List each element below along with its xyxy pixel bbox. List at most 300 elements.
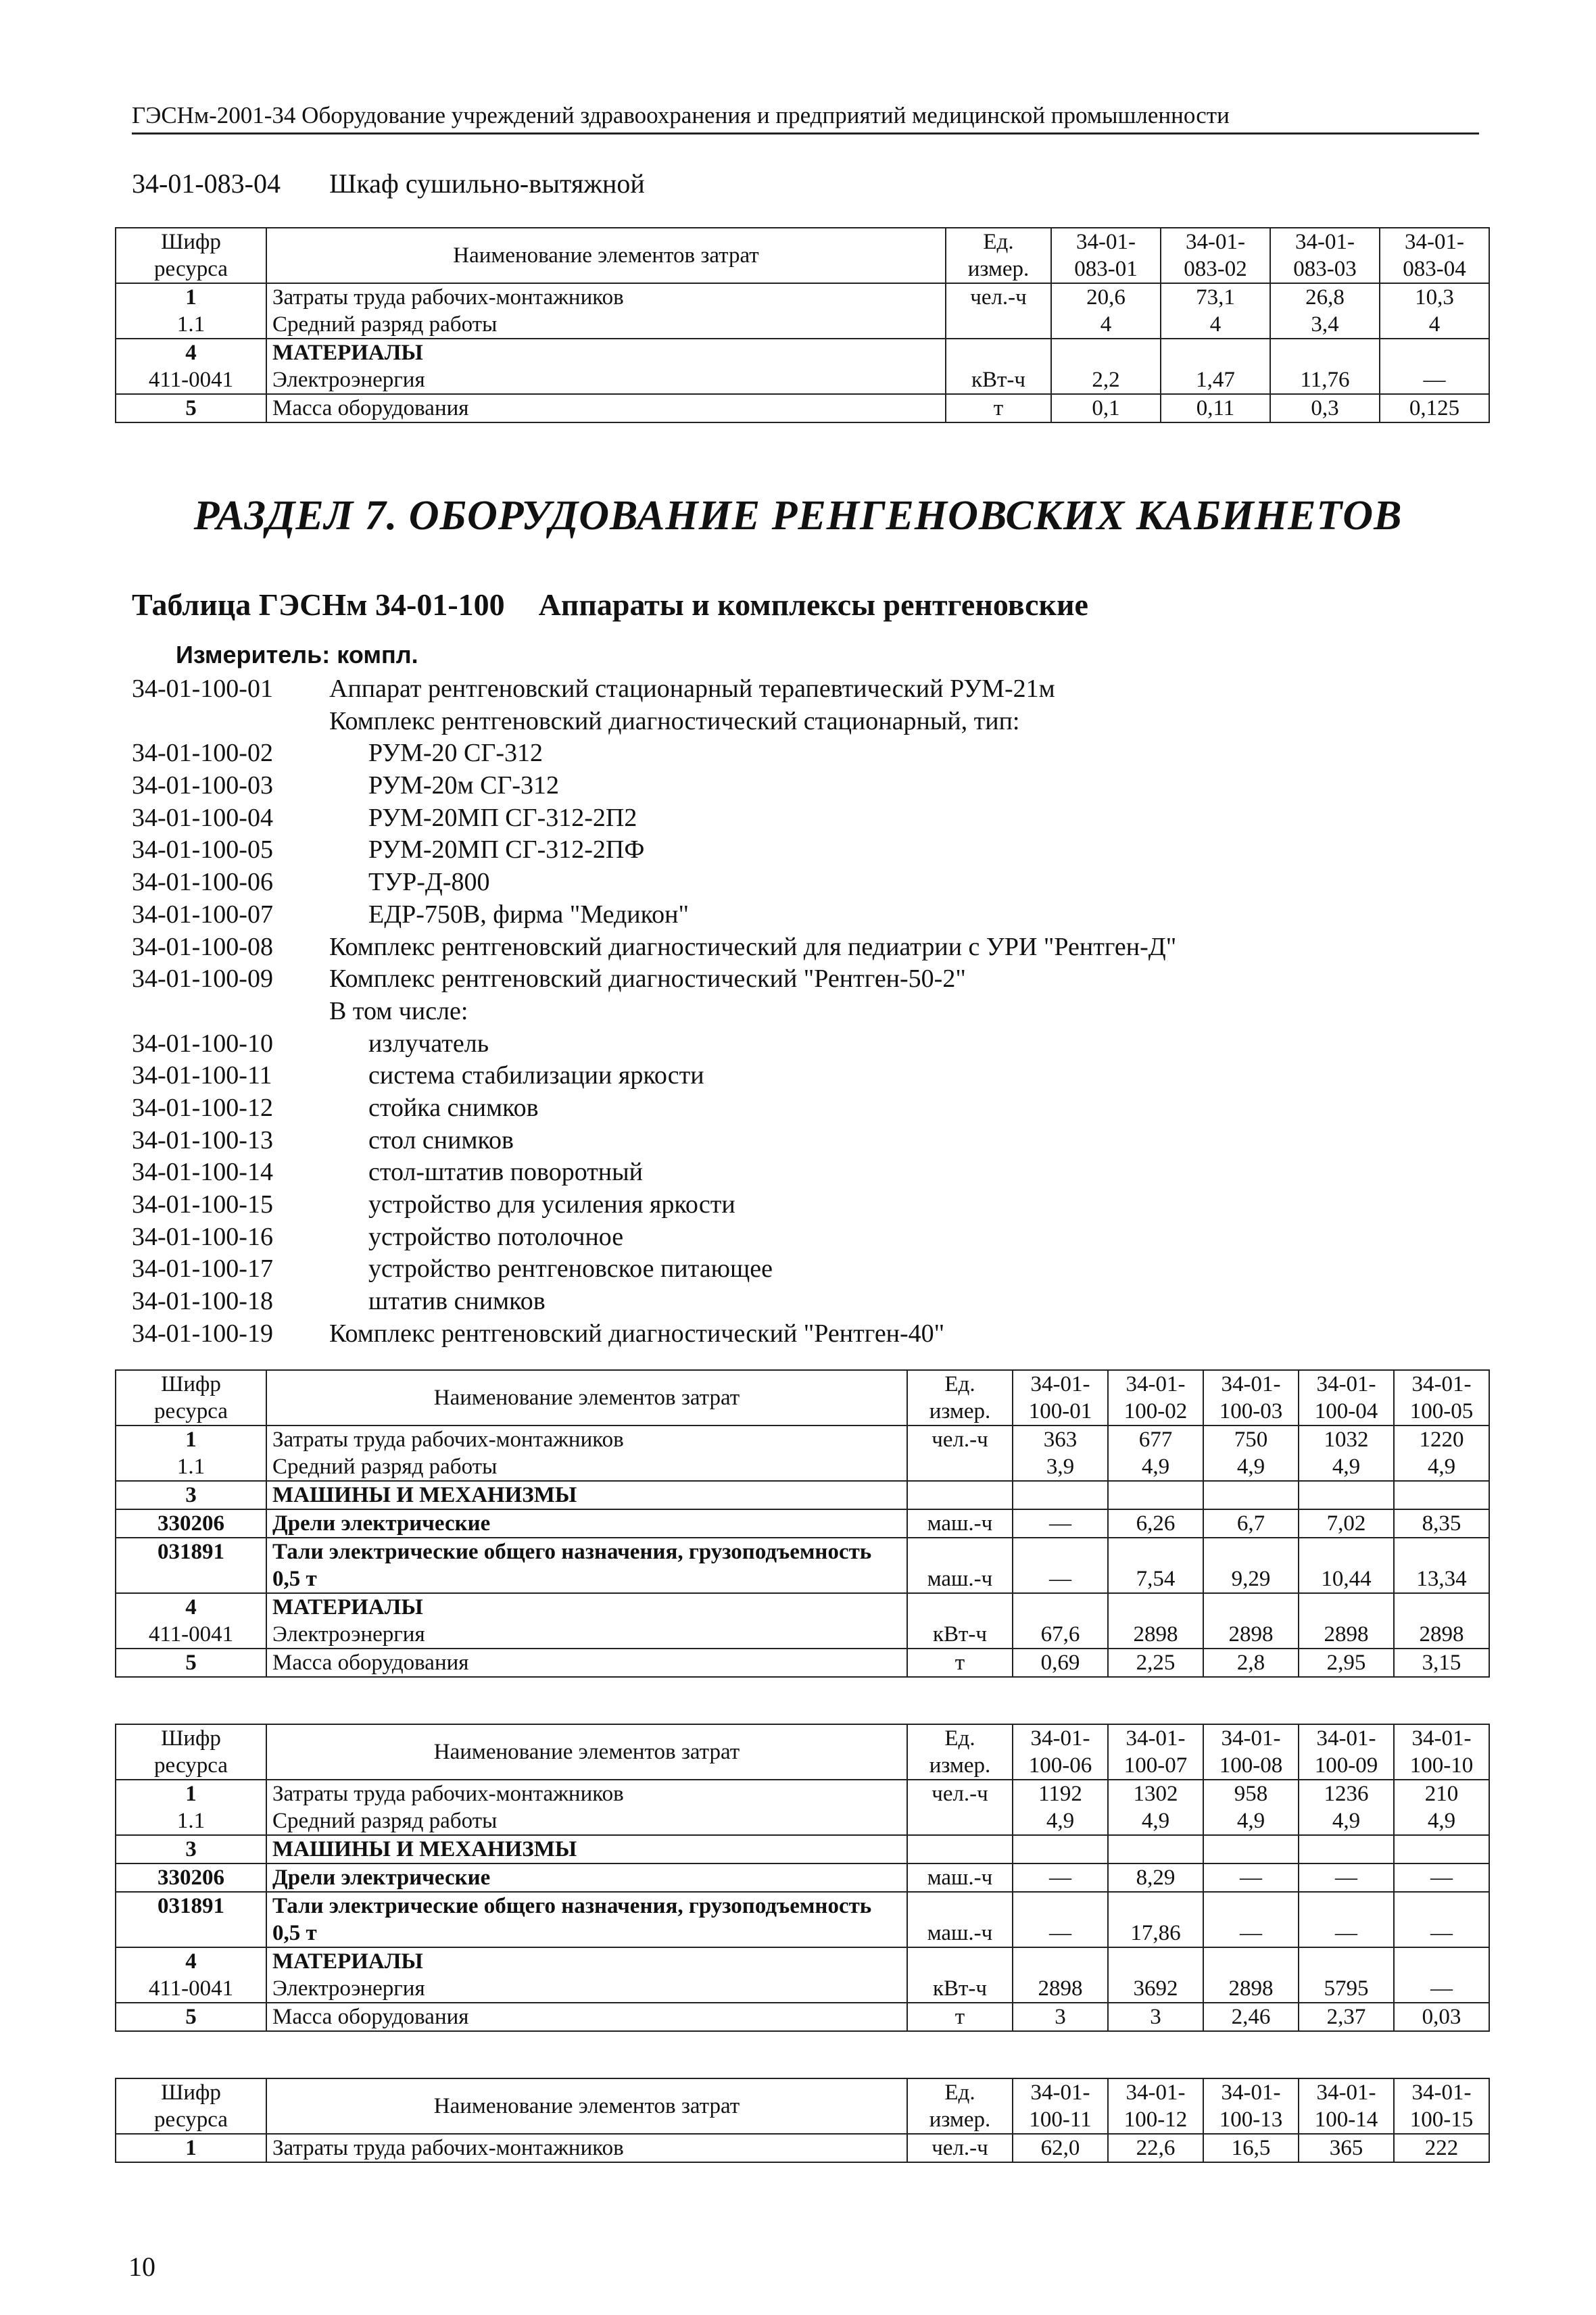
list-item [132,996,1484,1028]
list-item [132,1092,1484,1125]
unit-cell: чел.-ч [907,1425,1013,1453]
column-code-bottom: 100-14 [1314,2107,1378,2132]
list-item-code: 34-01-100-02 [132,739,273,768]
cost-element-name: Затраты труда рабочих-монтажников [266,1780,907,1807]
value-cell: 4,9 [1299,1453,1394,1481]
value-cell: 2,8 [1203,1649,1299,1677]
column-code-top: 34-01- [1405,230,1464,254]
table-title-label: Таблица ГЭСНм 34-01-100 [132,587,505,622]
table-row [116,1975,1489,2003]
value-cell: 7,02 [1299,1509,1394,1538]
value-cell: 958 [1203,1780,1299,1807]
list-item-code: 34-01-100-08 [132,932,273,961]
column-code-top: 34-01- [1030,2080,1090,2105]
page-number: 10 [128,2251,155,2282]
value-cell: 8,35 [1394,1509,1489,1538]
resource-code-cell: 1 [116,2134,266,2162]
table-row [116,1453,1489,1481]
cost-element-name: МАШИНЫ И МЕХАНИЗМЫ [266,1481,907,1509]
unit-cell [907,1593,1013,1621]
table-title-name: Аппараты и комплексы рентгеновские [538,587,1088,622]
cost-element-name: Дрели электрические [266,1509,907,1538]
value-cell [1203,1947,1299,1975]
value-cell: 2,95 [1299,1649,1394,1677]
unit-cell [946,311,1051,339]
table-row [116,1621,1489,1649]
cost-element-name: МАШИНЫ И МЕХАНИЗМЫ [266,1835,907,1863]
header-code-line1: Шифр [161,1726,221,1751]
column-code-bottom: 100-15 [1409,2107,1474,2132]
list-item-text: стол снимков [368,1125,514,1154]
header-column-code [1299,1724,1394,1780]
table-row [116,1509,1489,1538]
column-code-bottom: 100-06 [1028,1753,1092,1778]
list-item [132,1286,1484,1318]
unit-cell: маш.-ч [907,1863,1013,1892]
value-cell: 62,0 [1013,2134,1108,2162]
value-cell: — [1394,1975,1489,2003]
list-item-text: В том числе: [329,996,468,1025]
table-row [116,2134,1489,2162]
table-row [116,283,1489,311]
value-cell: 4 [1380,311,1489,339]
list-item [132,673,1484,706]
table-row [116,1863,1489,1892]
value-cell [1161,339,1270,366]
header-code-line1: Шифр [161,1372,221,1396]
top-caption-code: 34-01-083-04 [132,168,281,199]
header-column-code [1270,228,1380,283]
column-code-top: 34-01- [1411,1726,1472,1751]
list-item [132,1189,1484,1221]
list-item [132,706,1484,738]
header-column-code [1203,1370,1299,1425]
list-item [132,1253,1484,1286]
column-code-top: 34-01- [1126,1726,1186,1751]
list-item-text: РУМ-20МП СГ-312-2ПФ [368,835,645,864]
unit-cell [907,1481,1013,1509]
column-code-bottom: 100-11 [1029,2107,1092,2132]
unit-cell: кВт-ч [946,366,1051,394]
unit-cell [907,1947,1013,1975]
value-cell: 20,6 [1051,283,1161,311]
table-row [116,1947,1489,1975]
resource-code-cell: 1.1 [116,311,266,339]
list-item [132,802,1484,835]
header-column-code [1013,1724,1108,1780]
column-code-bottom: 100-07 [1123,1753,1188,1778]
list-item [132,737,1484,770]
value-cell: 0,1 [1051,394,1161,422]
value-cell: 7,54 [1108,1538,1203,1593]
header-unit-line2: измер. [929,2107,991,2132]
value-cell: 13,34 [1394,1538,1489,1593]
header-unit-line1: Ед. [944,2080,975,2105]
value-cell: 2,25 [1108,1649,1203,1677]
header-unit-line2: измер. [929,1753,991,1778]
value-cell: 2898 [1203,1621,1299,1649]
column-code-top: 34-01- [1030,1726,1090,1751]
value-cell: 4,9 [1394,1453,1489,1481]
resource-code-cell: 1.1 [116,1807,266,1835]
header-column-code [1108,1370,1203,1425]
header-name-cell: Наименование элементов затрат [266,1724,907,1780]
value-cell: 1032 [1299,1425,1394,1453]
column-code-top: 34-01- [1411,1372,1472,1396]
table-row [116,1892,1489,1947]
value-cell: — [1013,1892,1108,1947]
value-cell: 2,37 [1299,2003,1394,2031]
value-cell [1013,1481,1108,1509]
list-item [132,1221,1484,1254]
table-row [116,1780,1489,1807]
value-cell [1299,1947,1394,1975]
list-item-text: штатив снимков [368,1287,546,1316]
column-code-bottom: 100-05 [1409,1399,1474,1423]
column-code-bottom: 100-03 [1219,1399,1283,1423]
header-column-code [1394,1370,1489,1425]
column-code-top: 34-01- [1221,2080,1281,2105]
header-column-code [1108,2078,1203,2134]
header-column-code [1299,2078,1394,2134]
list-item-text: устройство рентгеновское питающее [368,1254,773,1284]
list-item [132,1156,1484,1189]
header-code-cell [116,1724,266,1780]
column-code-bottom: 083-04 [1403,257,1466,281]
cost-element-name: Затраты труда рабочих-монтажников [266,283,946,311]
cost-element-name: Тали электрические общего назначения, грузоподъемность 0,5 т [266,1892,907,1947]
header-unit-line1: Ед. [983,230,1014,254]
list-item-code: 34-01-100-14 [132,1158,273,1187]
header-name-cell: Наименование элементов затрат [266,228,946,283]
column-code-top: 34-01- [1316,1726,1376,1751]
top-caption-title: Шкаф сушильно-вытяжной [329,168,645,199]
resource-code-cell: 1 [116,283,266,311]
column-code-bottom: 100-08 [1219,1753,1283,1778]
header-name-cell: Наименование элементов затрат [266,1370,907,1425]
value-cell: 0,125 [1380,394,1489,422]
column-code-top: 34-01- [1076,230,1136,254]
value-cell: 9,29 [1203,1538,1299,1593]
resource-code-cell: 411-0041 [116,1975,266,2003]
value-cell: — [1013,1863,1108,1892]
cost-element-name: Тали электрические общего назначения, грузоподъемность 0,5 т [266,1538,907,1593]
value-cell [1394,1947,1489,1975]
column-code-top: 34-01- [1221,1372,1281,1396]
header-code-line1: Шифр [161,2080,221,2105]
unit-cell [907,1453,1013,1481]
value-cell [1299,1593,1394,1621]
value-cell: 2898 [1299,1621,1394,1649]
header-column-code [1013,1370,1108,1425]
resource-code-cell: 5 [116,1649,266,1677]
value-cell: 222 [1394,2134,1489,2162]
cost-element-name: Дрели электрические [266,1863,907,1892]
value-cell: 3 [1108,2003,1203,2031]
list-item-text: устройство потолочное [368,1222,624,1251]
header-unit-cell [907,1724,1013,1780]
table-row [116,1481,1489,1509]
cost-element-name: Средний разряд работы [266,1453,907,1481]
value-cell [1270,339,1380,366]
resource-code-cell: 4 [116,1593,266,1621]
table-row [116,1835,1489,1863]
value-cell: 4,9 [1013,1807,1108,1835]
value-cell [1108,1481,1203,1509]
value-cell: — [1380,366,1489,394]
header-code-line2: ресурса [154,2107,228,2132]
column-code-top: 34-01- [1126,2080,1186,2105]
value-cell: 2898 [1013,1975,1108,2003]
column-code-top: 34-01- [1411,2080,1472,2105]
item-list [132,673,1484,1350]
list-item [132,1318,1484,1350]
list-item-code: 34-01-100-03 [132,771,273,800]
header-code-cell [116,1370,266,1425]
header-column-code [1051,228,1161,283]
header-code-cell [116,2078,266,2134]
value-cell [1051,339,1161,366]
header-column-code [1108,1724,1203,1780]
list-item-text: Комплекс рентгеновский диагностический стационарный, тип: [329,706,1020,735]
header-column-code [1161,228,1270,283]
value-cell [1013,1835,1108,1863]
unit-cell: маш.-ч [907,1892,1013,1947]
column-code-bottom: 100-10 [1409,1753,1474,1778]
list-item-code: 34-01-100-06 [132,868,273,897]
header-name-cell: Наименование элементов затрат [266,2078,907,2134]
header-column-code [1203,1724,1299,1780]
cost-element-name: Масса оборудования [266,2003,907,2031]
resource-code-cell: 3 [116,1835,266,1863]
column-code-bottom: 100-12 [1123,2107,1188,2132]
value-cell [1299,1835,1394,1863]
list-item-text: РУМ-20МП СГ-312-2П2 [368,803,637,832]
cost-element-name: Масса оборудования [266,394,946,422]
cost-element-name: МАТЕРИАЛЫ [266,1947,907,1975]
column-code-bottom: 083-02 [1184,257,1247,281]
list-item-code: 34-01-100-16 [132,1222,273,1251]
value-cell [1108,1835,1203,1863]
column-code-bottom: 100-13 [1219,2107,1283,2132]
cost-element-name: Средний разряд работы [266,311,946,339]
header-code-line2: ресурса [154,257,228,281]
cost-table [115,1369,1490,1678]
value-cell: 3,9 [1013,1453,1108,1481]
value-cell: 6,7 [1203,1509,1299,1538]
value-cell: 2,46 [1203,2003,1299,2031]
header-unit-line2: измер. [967,257,1030,281]
value-cell: 10,44 [1299,1538,1394,1593]
unit-cell: т [907,1649,1013,1677]
list-item-code: 34-01-100-17 [132,1254,273,1284]
value-cell [1203,1835,1299,1863]
cost-element-name: МАТЕРИАЛЫ [266,1593,907,1621]
value-cell: 5795 [1299,1975,1394,2003]
list-item [132,867,1484,899]
list-item [132,931,1484,964]
header-code-cell [116,228,266,283]
header-unit-cell [946,228,1051,283]
cost-element-name: МАТЕРИАЛЫ [266,339,946,366]
value-cell: — [1394,1863,1489,1892]
value-cell: 677 [1108,1425,1203,1453]
value-cell: 0,03 [1394,2003,1489,2031]
value-cell: 2898 [1108,1621,1203,1649]
list-item-text: Комплекс рентгеновский диагностический для педиатрии с УРИ "Рентген-Д" [329,932,1177,961]
header-code-line2: ресурса [154,1753,228,1778]
unit-cell: маш.-ч [907,1509,1013,1538]
cost-table [115,2078,1490,2163]
cost-element-name: Средний разряд работы [266,1807,907,1835]
resource-code-cell: 411-0041 [116,366,266,394]
list-item-text: система стабилизации яркости [368,1061,704,1090]
value-cell: 3,15 [1394,1649,1489,1677]
value-cell [1108,1593,1203,1621]
column-code-bottom: 100-09 [1314,1753,1378,1778]
table-row [116,1649,1489,1677]
table-header-row [116,228,1489,283]
column-code-top: 34-01- [1316,1372,1376,1396]
list-item-text: Аппарат рентгеновский стационарный терапевтический РУМ-21м [329,675,1055,703]
value-cell: — [1394,1892,1489,1947]
value-cell: 1302 [1108,1780,1203,1807]
header-column-code [1394,1724,1489,1780]
column-code-bottom: 100-04 [1314,1399,1378,1423]
table-row [116,394,1489,422]
list-item [132,834,1484,867]
value-cell: 6,26 [1108,1509,1203,1538]
value-cell: — [1299,1863,1394,1892]
unit-cell: т [946,394,1051,422]
list-item-text: РУМ-20м СГ-312 [368,771,560,800]
value-cell: 11,76 [1270,366,1380,394]
header-unit-line2: измер. [929,1399,991,1423]
list-item-text: Комплекс рентгеновский диагностический "Рентген-40" [329,1319,945,1348]
cost-element-name: Электроэнергия [266,1975,907,2003]
header-unit-cell [907,1370,1013,1425]
value-cell: 73,1 [1161,283,1270,311]
unit-cell: чел.-ч [907,1780,1013,1807]
cost-element-name: Затраты труда рабочих-монтажников [266,1425,907,1453]
table-header-row [116,1370,1489,1425]
value-cell: — [1013,1538,1108,1593]
resource-code-cell: 4 [116,339,266,366]
list-item-code: 34-01-100-11 [132,1061,272,1090]
list-item [132,899,1484,931]
value-cell [1013,1593,1108,1621]
cost-element-name: Масса оборудования [266,1649,907,1677]
value-cell: 1236 [1299,1780,1394,1807]
resource-code-cell: 5 [116,394,266,422]
value-cell [1108,1947,1203,1975]
cost-element-name: Затраты труда рабочих-монтажников [266,2134,907,2162]
column-code-bottom: 083-01 [1074,257,1138,281]
resource-code-cell: 1 [116,1780,266,1807]
resource-code-cell: 1.1 [116,1453,266,1481]
list-item-text: стол-штатив поворотный [368,1158,644,1187]
table-row [116,1425,1489,1453]
table-row [116,311,1489,339]
value-cell: 4,9 [1108,1453,1203,1481]
column-code-bottom: 100-02 [1123,1399,1188,1423]
resource-code-cell: 3 [116,1481,266,1509]
value-cell: 16,5 [1203,2134,1299,2162]
value-cell: 4,9 [1394,1807,1489,1835]
meter-label: Измеритель: компл. [176,641,418,668]
value-cell: 3 [1013,2003,1108,2031]
header-column-code [1394,2078,1489,2134]
value-cell: 1192 [1013,1780,1108,1807]
list-item-text: излучатель [368,1029,489,1058]
table-row [116,339,1489,366]
value-cell: 4 [1161,311,1270,339]
value-cell: — [1203,1892,1299,1947]
value-cell: 0,69 [1013,1649,1108,1677]
value-cell [1299,1481,1394,1509]
header-code-line2: ресурса [154,1399,228,1423]
list-item [132,963,1484,996]
header-unit-line1: Ед. [944,1372,975,1396]
unit-cell: кВт-ч [907,1975,1013,2003]
value-cell: 0,11 [1161,394,1270,422]
unit-cell: чел.-ч [946,283,1051,311]
value-cell: 4 [1051,311,1161,339]
unit-cell: кВт-ч [907,1621,1013,1649]
unit-cell [946,339,1051,366]
value-cell: 2,2 [1051,366,1161,394]
table-header-row [116,2078,1489,2134]
value-cell: 8,29 [1108,1863,1203,1892]
table-row [116,1538,1489,1593]
value-cell [1394,1481,1489,1509]
list-item-code: 34-01-100-07 [132,900,273,929]
value-cell: 210 [1394,1780,1489,1807]
value-cell: 26,8 [1270,283,1380,311]
value-cell: 2898 [1203,1975,1299,2003]
list-item-code: 34-01-100-05 [132,835,273,864]
header-column-code [1299,1370,1394,1425]
list-item-code [132,996,329,1028]
value-cell: 4,9 [1299,1807,1394,1835]
running-header: ГЭСНм-2001-34 Оборудование учреждений здравоохранения и предприятий медицинской промышленности [132,100,1479,135]
resource-code-cell: 5 [116,2003,266,2031]
value-cell: 0,3 [1270,394,1380,422]
list-item-text: Комплекс рентгеновский диагностический "Рентген-50-2" [329,965,966,994]
table-row [116,366,1489,394]
cost-table [115,227,1490,423]
list-item-code: 34-01-100-01 [132,675,273,703]
resource-code-cell: 330206 [116,1863,266,1892]
unit-cell: чел.-ч [907,2134,1013,2162]
unit-cell [907,1807,1013,1835]
value-cell: 4,9 [1203,1807,1299,1835]
list-item-text: стойка снимков [368,1093,539,1122]
column-code-top: 34-01- [1295,230,1355,254]
value-cell [1013,1947,1108,1975]
column-code-bottom: 083-03 [1293,257,1357,281]
unit-cell [907,1835,1013,1863]
list-item-code: 34-01-100-10 [132,1029,273,1058]
list-item [132,770,1484,802]
header-column-code [1013,2078,1108,2134]
cost-element-name: Электроэнергия [266,366,946,394]
value-cell: 17,86 [1108,1892,1203,1947]
column-code-top: 34-01- [1030,1372,1090,1396]
value-cell: 365 [1299,2134,1394,2162]
section-title: РАЗДЕЛ 7. ОБОРУДОВАНИЕ РЕНГЕНОВСКИХ КАБИНЕТОВ [193,493,1403,539]
list-item-text: устройство для усиления яркости [368,1190,735,1219]
